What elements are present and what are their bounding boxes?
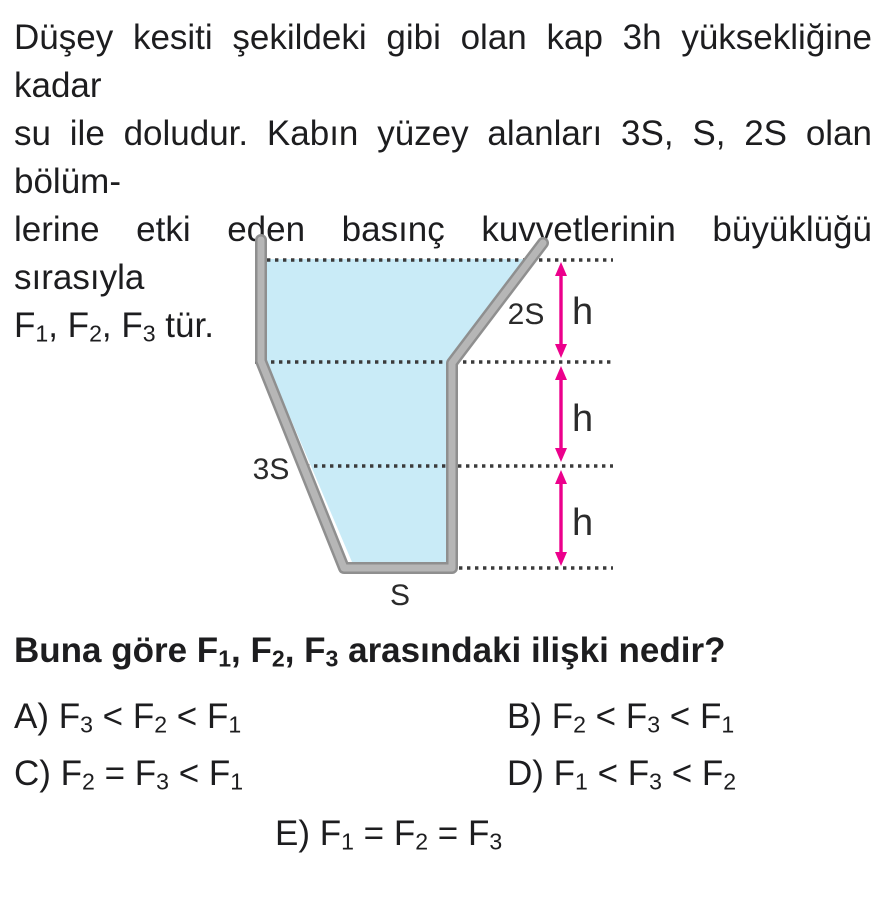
label-area-3s: 3S	[252, 453, 290, 486]
arrowhead-down-icon	[555, 448, 567, 462]
arrowhead-up-icon	[555, 262, 567, 276]
label-height-3: h	[572, 502, 594, 544]
arrowhead-down-icon	[555, 344, 567, 358]
water-fill	[266, 259, 524, 562]
option-e[interactable]: E) $F_1 = F_2 = F_3$	[275, 814, 503, 855]
label-height-2: h	[572, 398, 594, 440]
arrowhead-down-icon	[555, 552, 567, 566]
option-a[interactable]: A) $F_3 < F_2 < F_1$	[14, 697, 242, 738]
height-arrow-middle	[555, 366, 567, 462]
problem-line-1: Düşey kesiti şekildeki gibi olan kap 3h yüksekliğine kadar	[14, 18, 872, 105]
question-text: Buna göre $F_1$, $F_2$, $F_3$ arasındaki ilişki nedir?	[14, 631, 726, 672]
option-b[interactable]: B) $F_2 < F_3 < F_1$	[507, 697, 735, 738]
arrowhead-up-icon	[555, 470, 567, 484]
height-arrow-top	[555, 262, 567, 358]
option-c[interactable]: C) $F_2 = F_3 < F_1$	[14, 754, 244, 795]
problem-line-2: su ile doludur. Kabın yüzey alanları 3S, S, 2S olan bölüm-	[14, 114, 872, 201]
container-diagram	[230, 225, 630, 615]
option-d[interactable]: D) $F_1 < F_3 < F_2$	[507, 754, 737, 795]
problem-line-3: lerine etki eden basınç kuvvetlerinin büyüklüğü sırasıyla	[14, 210, 872, 297]
arrowhead-up-icon	[555, 366, 567, 380]
label-height-1: h	[572, 291, 594, 333]
problem-line-4: $F_1$, $F_2$, $F_3$ tür.	[14, 306, 214, 347]
height-arrow-bottom	[555, 470, 567, 566]
label-area-2s: 2S	[507, 298, 545, 331]
label-area-s: S	[389, 579, 411, 612]
